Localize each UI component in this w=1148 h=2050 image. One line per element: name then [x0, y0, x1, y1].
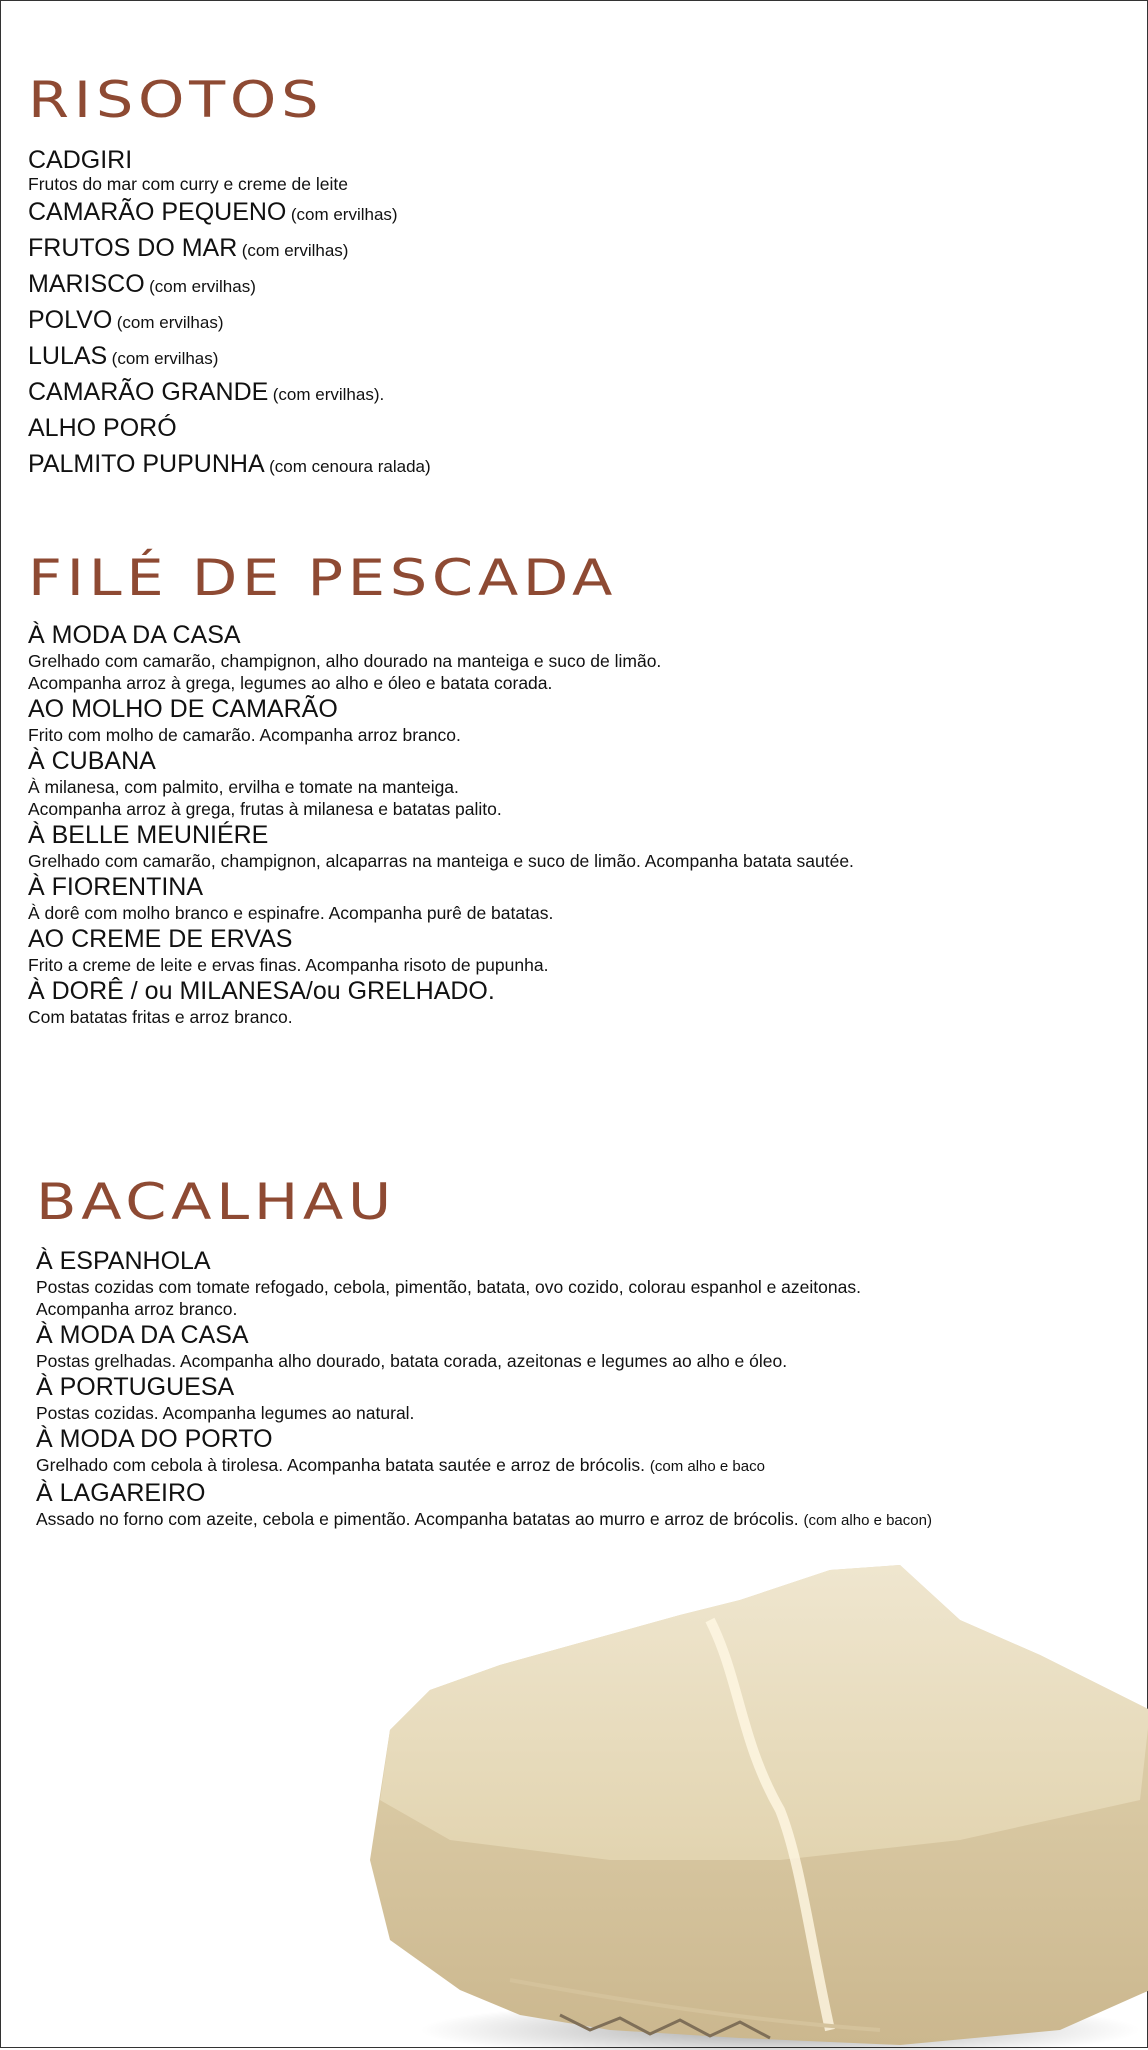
item-note: (com cenoura ralada) [269, 457, 431, 476]
menu-item [28, 410, 1118, 446]
item-description: Acompanha arroz branco. [36, 1299, 238, 1319]
item-description: Grelhado com camarão, champignon, alho dourado na manteiga e suco de limão. [28, 651, 662, 671]
item-name: POLVO [28, 306, 113, 334]
menu-item [28, 338, 1118, 374]
item-name: LULAS [28, 342, 108, 370]
item-name: CAMARÃO GRANDE [28, 378, 269, 406]
item-description: Postas cozidas com tomate refogado, cebola, pimentão, batata, ovo cozido, colorau espanhol e azeitonas. [36, 1277, 861, 1297]
bacalhau-list [36, 1246, 1126, 1532]
item-name: À MODA DA CASA [36, 1321, 249, 1349]
item-name: PALMITO PUPUNHA [28, 450, 265, 478]
menu-item [28, 194, 1118, 230]
menu-item [36, 1478, 1126, 1532]
item-note: (com ervilhas) [241, 241, 349, 260]
pescada-list [28, 620, 1118, 1028]
section-file-de-pescada [28, 548, 1118, 1028]
item-description [36, 1508, 1126, 1532]
item-name: À ESPANHOLA [36, 1247, 211, 1275]
menu-item [28, 694, 1118, 746]
menu-item [28, 620, 1118, 694]
item-description-text: Assado no forno com azeite, cebola e pimentão. Acompanha batatas ao murro e arroz de brócolis. [36, 1509, 799, 1529]
section-title-bacalhau: BACALHAU [36, 1173, 396, 1231]
item-name: À CUBANA [28, 747, 156, 775]
menu-item [28, 266, 1118, 302]
item-name: À DORÊ / ou MILANESA/ou GRELHADO. [28, 977, 495, 1005]
item-note: (com ervilhas) [116, 313, 224, 332]
item-name: MARISCO [28, 270, 145, 298]
section-title-pescada: FILÉ DE PESCADA [28, 549, 618, 607]
section-title-risotos: RISOTOS [28, 71, 324, 129]
item-name: À FIORENTINA [28, 873, 204, 901]
item-name: À BELLE MEUNIÉRE [28, 821, 269, 849]
section-bacalhau [36, 1172, 1126, 1532]
item-description: Acompanha arroz à grega, frutas à milanesa e batatas palito. [28, 799, 502, 819]
menu-item [28, 820, 1118, 872]
item-description: Grelhado com camarão, champignon, alcaparras na manteiga e suco de limão. Acompanha batata sautée. [28, 851, 854, 871]
menu-item [28, 374, 1118, 410]
menu-item [28, 746, 1118, 820]
item-name: À MODA DO PORTO [36, 1425, 273, 1453]
item-description [36, 1454, 1126, 1478]
menu-item [28, 924, 1118, 976]
menu-item [36, 1424, 1126, 1478]
item-description: Frutos do mar com curry e creme de leite [28, 174, 348, 194]
section-risotos [28, 70, 1118, 482]
item-note: (com ervilhas) [149, 277, 256, 296]
menu-item [28, 872, 1118, 924]
menu-item [28, 142, 1118, 194]
menu-item [28, 446, 1118, 482]
item-description: Postas cozidas. Acompanha legumes ao natural. [36, 1403, 415, 1423]
menu-item [28, 302, 1118, 338]
item-note: (com ervilhas) [290, 205, 398, 224]
item-name: CADGIRI [28, 146, 133, 174]
item-name: À MODA DA CASA [28, 621, 241, 649]
menu-item [36, 1372, 1126, 1424]
item-description: À milanesa, com palmito, ervilha e tomate na manteiga. [28, 777, 459, 797]
item-note: (com alho e bacon) [803, 1512, 932, 1529]
item-note: (com ervilhas). [272, 385, 385, 404]
item-note: (com alho e baco [649, 1458, 765, 1475]
menu-item [36, 1320, 1126, 1372]
item-name: À LAGAREIRO [36, 1479, 206, 1507]
menu-item [28, 976, 1118, 1028]
item-description: Com batatas fritas e arroz branco. [28, 1007, 293, 1027]
item-note: (com ervilhas) [111, 349, 219, 368]
item-description-text: Grelhado com cebola à tirolesa. Acompanha batata sautée e arroz de brócolis. [36, 1455, 645, 1475]
salted-cod-photo [360, 1560, 1148, 2050]
item-name: ALHO PORÓ [28, 414, 177, 442]
item-description: Frito com molho de camarão. Acompanha arroz branco. [28, 725, 461, 745]
item-description: Acompanha arroz à grega, legumes ao alho e óleo e batata corada. [28, 673, 553, 693]
risotos-list [28, 142, 1118, 482]
item-name: CAMARÃO PEQUENO [28, 198, 287, 226]
item-description: Postas grelhadas. Acompanha alho dourado, batata corada, azeitonas e legumes ao alho e óleo. [36, 1351, 788, 1371]
item-description: À dorê com molho branco e espinafre. Acompanha purê de batatas. [28, 903, 554, 923]
item-name: FRUTOS DO MAR [28, 234, 238, 262]
menu-item [36, 1246, 1126, 1320]
item-name: AO CREME DE ERVAS [28, 925, 293, 953]
item-name: À PORTUGUESA [36, 1373, 235, 1401]
item-name: AO MOLHO DE CAMARÃO [28, 695, 338, 723]
item-description: Frito a creme de leite e ervas finas. Acompanha risoto de pupunha. [28, 955, 549, 975]
menu-item [28, 230, 1118, 266]
